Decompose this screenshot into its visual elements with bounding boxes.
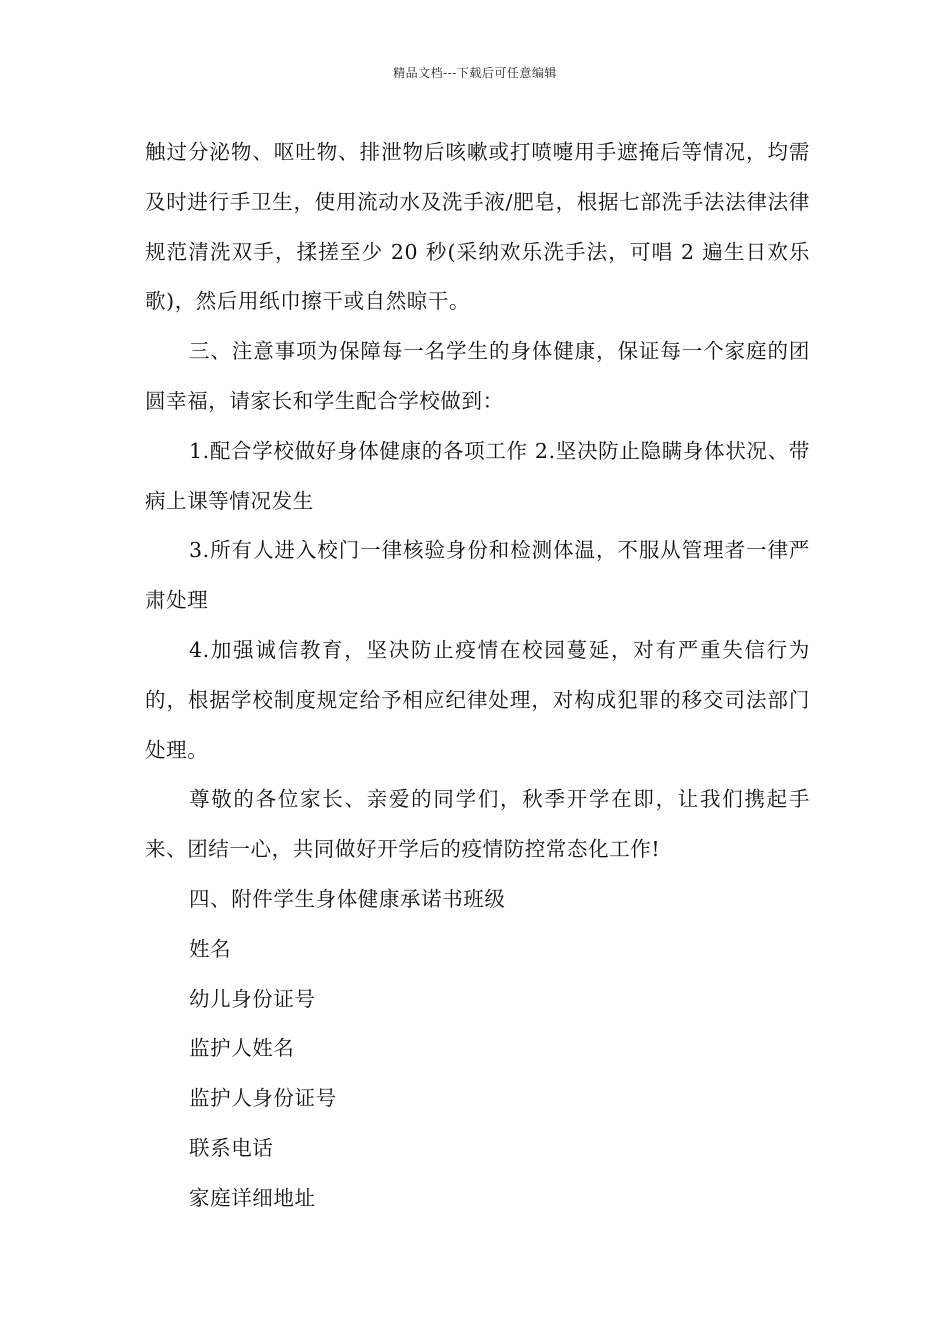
page-header: 精品文档---下载后可任意编辑 <box>393 66 557 80</box>
paragraph-item-1-2: 1.配合学校做好身体健康的各项工作 2.坚决防止隐瞒身体状况、带病上课等情况发生 <box>145 438 810 513</box>
paragraph-attachment-heading: 四、附件学生身体健康承诺书班级 <box>189 886 506 911</box>
field-address: 家庭详细地址 <box>189 1185 316 1210</box>
field-child-id: 幼儿身份证号 <box>189 986 316 1011</box>
paragraph-appeal: 尊敬的各位家长、亲爱的同学们，秋季开学在即，让我们携起手来、团结一心，共同做好开学后的疫情防控常态化工作! <box>145 787 810 862</box>
paragraph-item-3: 3.所有人进入校门一律核验身份和检测体温，不服从管理者一律严肃处理 <box>145 538 810 613</box>
document-body <box>145 128 810 1224</box>
paragraph-hand-hygiene: 触过分泌物、呕吐物、排泄物后咳嗽或打喷嚏用手遮掩后等情况，均需及时进行手卫生，使用流动水及洗手液/肥皂，根据七部洗手法法律法律规范清洗双手，揉搓至少 20 秒(采纳欢乐洗手法，可唱 2 遍生日欢乐歌)，然后用纸巾擦干或自然晾干。 <box>145 140 810 314</box>
paragraph-item-4: 4.加强诚信教育，坚决防止疫情在校园蔓延，对有严重失信行为的，根据学校制度规定给予相应纪律处理，对构成犯罪的移交司法部门处理。 <box>145 637 810 762</box>
field-name: 姓名 <box>189 936 232 961</box>
field-phone: 联系电话 <box>189 1135 274 1160</box>
field-guardian-id: 监护人身份证号 <box>189 1086 337 1111</box>
field-guardian-name: 监护人姓名 <box>189 1036 295 1061</box>
paragraph-notes-heading: 三、注意事项为保障每一名学生的身体健康，保证每一个家庭的团圆幸福，请家长和学生配合学校做到： <box>145 339 810 413</box>
